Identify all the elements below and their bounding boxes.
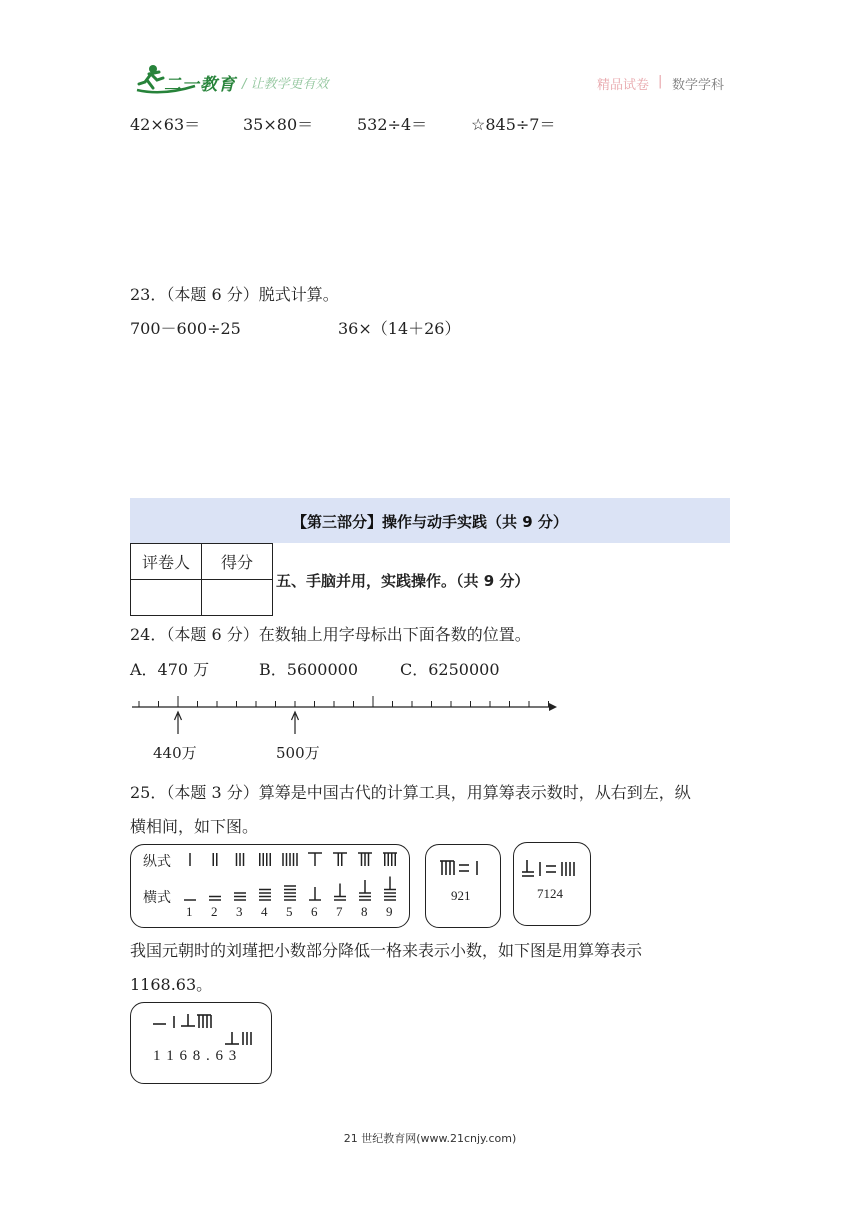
horizontal-rods xyxy=(184,877,396,901)
header-badge: 精品试卷 xyxy=(597,78,650,93)
calc-item-2: 35×80＝ xyxy=(243,115,314,134)
question-25-line1: 25．（本题 3 分）算筹是中国古代的计算工具，用算筹表示数时，从右到左，纵 xyxy=(130,783,691,802)
grader-cell[interactable] xyxy=(131,580,202,616)
example-1168-rods xyxy=(150,1012,260,1052)
paragraph-line2: 1168.63。 xyxy=(130,975,213,994)
number-line-ticks xyxy=(139,696,549,707)
digit-6: 6 xyxy=(311,904,318,919)
calc-item-4: ☆845÷7＝ xyxy=(471,115,556,134)
score-label: 得分 xyxy=(202,544,273,580)
q23-expression-1: 700－600÷25 xyxy=(130,319,241,338)
calc-item-1: 42×63＝ xyxy=(130,115,201,134)
example-921-rods xyxy=(438,858,488,880)
digit-4: 4 xyxy=(261,904,268,919)
label-500: 500万 xyxy=(276,744,320,762)
section-heading: 五、手脑并用，实践操作。（共 9 分） xyxy=(276,572,530,590)
header-separator: | xyxy=(658,74,663,89)
example-7124-box xyxy=(513,842,591,926)
grader-table xyxy=(130,543,273,616)
number-line-arrowhead xyxy=(549,703,557,711)
digit-8: 8 xyxy=(361,904,368,919)
digit-2: 2 xyxy=(211,904,218,919)
number-line xyxy=(125,690,565,740)
digit-9: 9 xyxy=(386,904,393,919)
digit-3: 3 xyxy=(236,904,243,919)
question-24-title: 24．（本题 6 分）在数轴上用字母标出下面各数的位置。 xyxy=(130,625,531,644)
grader-label: 评卷人 xyxy=(131,544,202,580)
horizontal-label: 横式 xyxy=(143,890,171,906)
footer-text: 21 世纪教育网(www.21cnjy.com) xyxy=(343,1132,517,1145)
calc-item-3: 532÷4＝ xyxy=(357,115,428,134)
section-title: 【第三部分】操作与动手实践（共 9 分） xyxy=(292,513,568,531)
header-slogan: / 让教学更有效 xyxy=(242,77,329,92)
header-subject: 数学学科 xyxy=(672,78,725,93)
question-23-title: 23．（本题 6 分）脱式计算。 xyxy=(130,285,339,304)
vertical-rods xyxy=(190,853,397,866)
q23-expression-2: 36×（14＋26） xyxy=(338,319,461,338)
digit-1: 1 xyxy=(186,904,193,919)
rod-glyphs xyxy=(180,848,405,904)
example-921-box xyxy=(425,844,501,928)
example-7124-rods xyxy=(521,858,585,880)
score-cell[interactable] xyxy=(202,580,273,616)
label-440: 440万 xyxy=(153,744,197,762)
digit-row xyxy=(180,904,405,922)
option-a: A．470 万 xyxy=(130,660,210,679)
logo-text: 二一教育 xyxy=(164,75,236,95)
vertical-label: 纵式 xyxy=(143,854,171,870)
example-7124-number: 7124 xyxy=(537,886,563,901)
option-b: B．5600000 xyxy=(259,660,359,679)
digit-7: 7 xyxy=(336,904,343,919)
question-25-line2: 横相间，如下图。 xyxy=(130,817,259,836)
paragraph-line1: 我国元朝时的刘瑾把小数部分降低一格来表示小数，如下图是用算筹表示 xyxy=(130,941,643,960)
option-c: C．6250000 xyxy=(400,660,500,679)
example-921-number: 921 xyxy=(451,888,471,903)
example-1168-number: 1 1 6 8 . 6 3 xyxy=(153,1048,238,1064)
digit-5: 5 xyxy=(286,904,293,919)
